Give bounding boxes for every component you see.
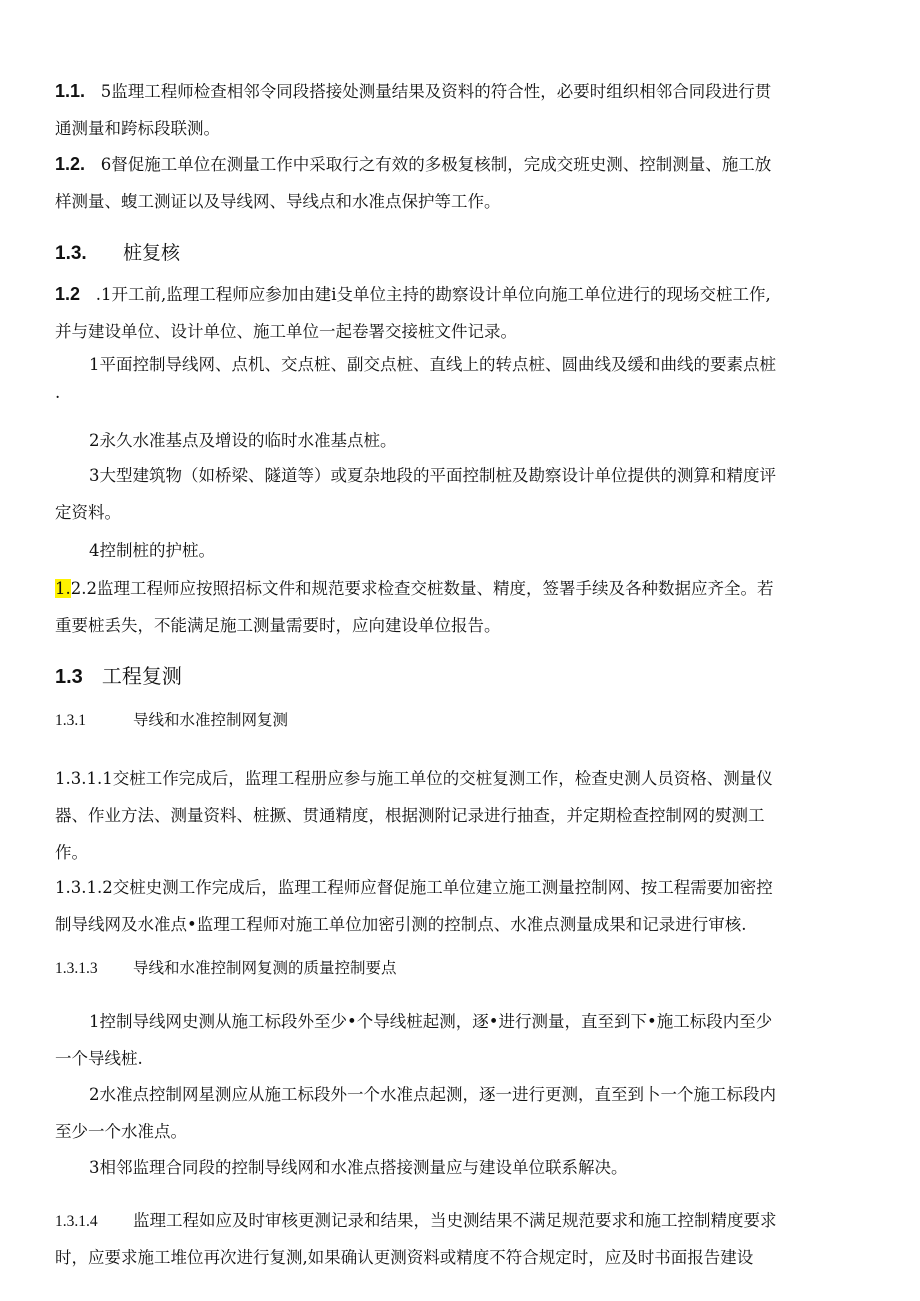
list-item-6 bbox=[55, 1076, 855, 1150]
paragraph-text: 5监理工程师检查相邻令同段搭接处测量结果及资料的符合性，必要时组织相邻合同段进行贯 bbox=[100, 82, 772, 101]
paragraph-text: 通测量和跨标段联测。 bbox=[55, 119, 220, 138]
heading-title: 工程复测 bbox=[101, 664, 182, 688]
subsection-title: 导线和水准控制网复测 bbox=[133, 711, 289, 729]
subsection-1-3-1 bbox=[55, 708, 288, 730]
list-item-text: 2水准点控制网星测应从施工标段外一个水准点起测，逐一进行更测，直至到卜一个施工标段内 bbox=[89, 1085, 776, 1104]
paragraph-text: .1开工前,监理工程师应参加由建i殳单位主持的勘察设计单位向施工单位进行的现场交桩工作, bbox=[95, 285, 771, 304]
paragraph-1-2 bbox=[55, 146, 855, 220]
paragraph-1-2-1 bbox=[55, 276, 855, 350]
list-item-text: 至少一个水准点。 bbox=[55, 1122, 187, 1141]
paragraph-text: 监理工程如应及时审核更测记录和结果，当史测结果不满足规范要求和施工控制精度要求 bbox=[133, 1211, 777, 1230]
paragraph-text: 6督促施工单位在测量工作中采取行之有效的多极复核制，完成交班史测、控制测量、施工放 bbox=[100, 155, 772, 174]
paragraph-1-3-1-2 bbox=[55, 869, 855, 943]
list-item-text: 4控制桩的护桩。 bbox=[89, 541, 215, 560]
list-item-text: 定资料。 bbox=[55, 503, 121, 522]
list-item-2 bbox=[55, 422, 855, 459]
list-item-3 bbox=[55, 457, 855, 531]
paragraph-text: 样测量、蝮工测证以及导线网、导线点和水准点保护等工作。 bbox=[55, 192, 501, 211]
subsection-number: 1.3.1 bbox=[55, 712, 86, 729]
paragraph-text: 时，应要求施工堆位再次进行复测,如果确认更测资料或精度不符合规定时，应及时书面报告建设 bbox=[55, 1248, 754, 1267]
paragraph-1-2-2 bbox=[55, 570, 855, 644]
heading-number: 1.3 bbox=[55, 666, 83, 688]
paragraph-text: 作。 bbox=[55, 843, 88, 862]
paragraph-number: 1.2. bbox=[55, 154, 86, 174]
heading-number: 1.3. bbox=[55, 243, 87, 264]
highlight-mark: 1. bbox=[55, 579, 71, 598]
paragraph-text: 并与建设单位、设计单位、施工单位一起卷署交接桩文件记录。 bbox=[55, 322, 517, 341]
paragraph-text: 器、作业方法、测量资料、桩撅、贯通精度，根据测附记录进行抽查，并定期检查控制网的熨测工 bbox=[55, 806, 765, 825]
list-item-4 bbox=[55, 532, 855, 569]
list-item-text: 2永久水准基点及增设的临时水准基点桩。 bbox=[89, 431, 397, 450]
subsection-title: 导线和水准控制网复测的质量控制要点 bbox=[133, 959, 397, 977]
list-item-text: 1平面控制导线网、点机、交点桩、副交点桩、直线上的转点桩、圆曲线及缓和曲线的要素点桩 bbox=[89, 355, 776, 374]
list-item-7 bbox=[55, 1149, 855, 1186]
paragraph-text: 重要桩丢失，不能满足施工测量需要时，应向建设单位报告。 bbox=[55, 616, 501, 635]
paragraph-number: 1.3.1.4 bbox=[55, 1213, 98, 1230]
paragraph-text: 1.3.1.2交桩史测工作完成后，监理工程师应督促施工单位建立施工测量控制网、按工程需要加密控 bbox=[55, 878, 773, 897]
section-heading-pile-check bbox=[55, 238, 180, 265]
section-heading-resurvey bbox=[55, 660, 182, 689]
subsection-1-3-1-3 bbox=[55, 956, 397, 978]
list-item-1 bbox=[55, 346, 855, 409]
paragraph-text: 2.2监理工程师应按照招标文件和规范要求检查交桩数量、精度，签署手续及各种数据应齐全。若 bbox=[70, 579, 774, 598]
paragraph-number: 1.1. bbox=[55, 81, 86, 101]
paragraph-text: 制导线网及水准点•监理工程师对施工单位加密引测的控制点、水准点测量成果和记录进行审核. bbox=[55, 915, 747, 934]
paragraph-text: 1.3.1.1交桩工作完成后，监理工程册应参与施工单位的交桩复测工作，检查史测人员资格、测量仪 bbox=[55, 769, 773, 788]
list-item-text: 1控制导线网史测从施工标段外至少•个导线桩起测，逐•进行测量，直至到下•施工标段内至少 bbox=[89, 1012, 773, 1031]
list-item-5 bbox=[55, 1003, 855, 1077]
list-item-text: 一个导线桩. bbox=[55, 1049, 143, 1068]
paragraph-1-3-1-1 bbox=[55, 760, 855, 871]
subsection-number: 1.3.1.3 bbox=[55, 960, 98, 977]
list-item-text: . bbox=[55, 383, 61, 402]
paragraph-1-3-1-4 bbox=[55, 1202, 855, 1276]
paragraph-1-1 bbox=[55, 73, 855, 147]
list-item-text: 3大型建筑物（如桥梁、隧道等）或夏杂地段的平面控制桩及勘察设计单位提供的测算和精度评 bbox=[89, 466, 776, 485]
list-item-text: 3相邻监理合同段的控制导线网和水准点搭接测量应与建设单位联系解决。 bbox=[89, 1158, 628, 1177]
heading-title: 桩复核 bbox=[122, 242, 180, 264]
paragraph-number: 1.2 bbox=[55, 284, 81, 304]
